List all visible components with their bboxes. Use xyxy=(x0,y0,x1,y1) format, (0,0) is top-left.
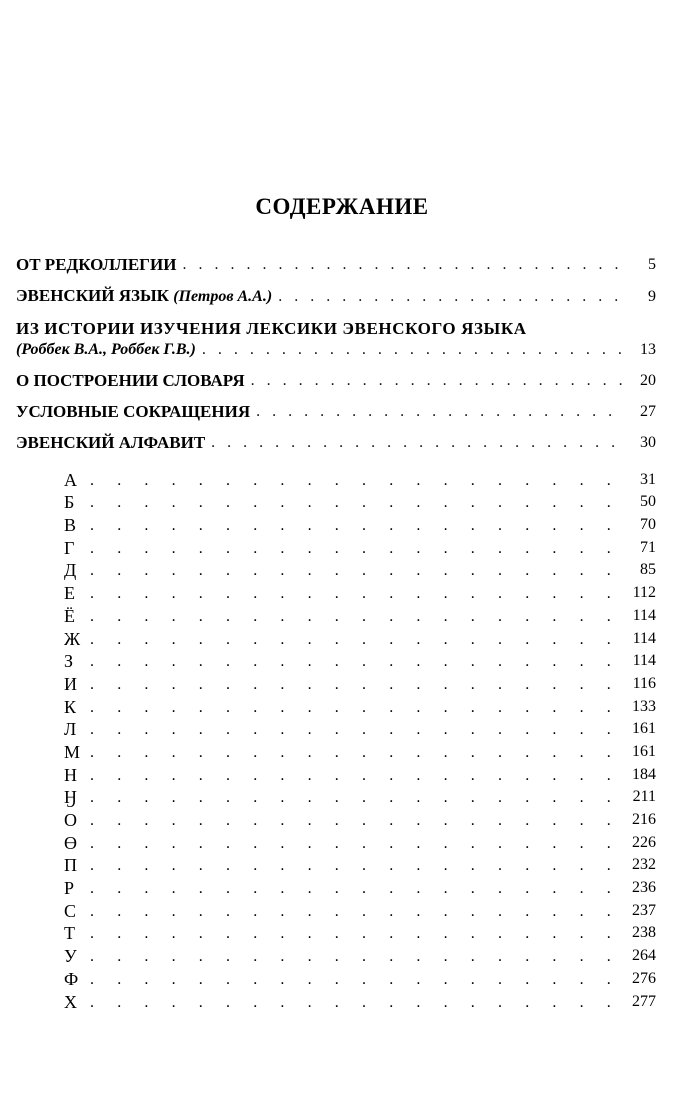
letter-row xyxy=(64,627,656,650)
toc-entry-label: ЭВЕНСКИЙ ЯЗЫК xyxy=(16,286,169,305)
dot-leader xyxy=(90,652,620,672)
dot-leader xyxy=(90,607,620,627)
letter-page: 276 xyxy=(632,969,656,987)
toc-entry-dictionary-structure xyxy=(16,371,656,391)
letter-page: 50 xyxy=(640,493,656,511)
dot-leader xyxy=(90,561,620,581)
letter-page: 112 xyxy=(632,584,656,602)
letter-row xyxy=(64,650,656,673)
page-title: СОДЕРЖАНИЕ xyxy=(255,194,429,219)
toc-entry-page: 20 xyxy=(640,372,656,389)
letter: А xyxy=(64,469,77,490)
dot-leader xyxy=(90,879,620,899)
letter-page: 216 xyxy=(632,811,656,828)
letter: Б xyxy=(64,492,75,513)
dot-leader xyxy=(90,698,620,718)
letter-page: 116 xyxy=(632,674,656,692)
dot-leader xyxy=(90,516,620,536)
letter-row xyxy=(64,808,656,831)
letter-page: 211 xyxy=(632,788,656,806)
dot-leader xyxy=(90,970,620,990)
letter: Л xyxy=(64,719,77,740)
toc-entry-history xyxy=(16,318,656,360)
toc-entry-author: (Роббек В.А., Роббек Г.В.) xyxy=(16,341,196,358)
letter-page: 237 xyxy=(632,901,656,919)
letter-page: 232 xyxy=(632,856,656,874)
dot-leader xyxy=(90,993,620,1013)
letter-page: 236 xyxy=(632,879,656,897)
dot-leader xyxy=(90,834,620,854)
letter-page: 238 xyxy=(632,924,656,942)
letter: Е xyxy=(64,583,75,604)
letter-page: 277 xyxy=(632,992,656,1010)
dot-leader xyxy=(90,811,620,831)
dot-leader xyxy=(90,493,620,513)
dot-leader xyxy=(256,402,624,422)
letter-row xyxy=(64,944,656,967)
dot-leader xyxy=(90,856,620,876)
dot-leader xyxy=(90,743,620,763)
letter-row xyxy=(64,536,656,559)
letter: Д xyxy=(64,560,77,581)
letter: Г xyxy=(64,537,75,558)
dot-leader xyxy=(211,433,624,453)
dot-leader xyxy=(90,539,620,559)
letter-row xyxy=(64,740,656,763)
letter-row xyxy=(64,831,656,854)
letter-page: 226 xyxy=(632,833,656,851)
dot-leader xyxy=(90,630,620,650)
dot-leader xyxy=(278,287,624,307)
letter-row xyxy=(64,672,656,695)
letter-page: 184 xyxy=(632,765,656,783)
letter: О xyxy=(64,810,77,830)
letter: З xyxy=(64,651,74,672)
toc-entry-label: ЭВЕНСКИЙ АЛФАВИТ xyxy=(16,433,206,452)
dot-leader xyxy=(90,766,620,786)
letter-row xyxy=(64,786,656,809)
letter-row xyxy=(64,695,656,718)
toc-entry-label: УСЛОВНЫЕ СОКРАЩЕНИЯ xyxy=(16,402,251,421)
toc-entry-page: 13 xyxy=(640,341,656,358)
letter-page: 71 xyxy=(640,538,656,556)
letter: И xyxy=(64,673,77,694)
letter: Ө xyxy=(64,832,77,853)
letter-page: 114 xyxy=(632,652,656,670)
letter-row xyxy=(64,854,656,877)
letter: Ж xyxy=(64,628,81,649)
dot-leader xyxy=(90,584,620,604)
letter-row xyxy=(64,491,656,514)
letter-row xyxy=(64,559,656,582)
dot-leader xyxy=(90,788,620,808)
letter-row xyxy=(64,718,656,741)
dot-leader xyxy=(251,371,624,391)
toc-entry-even-language xyxy=(16,286,656,307)
letter-page: 264 xyxy=(632,947,656,965)
letter-row xyxy=(64,581,656,604)
dot-leader xyxy=(90,675,620,695)
letter-row xyxy=(64,967,656,990)
letter-page: 161 xyxy=(632,720,656,738)
letter: П xyxy=(64,855,77,876)
letter-row xyxy=(64,990,656,1013)
toc-sections xyxy=(16,255,656,464)
letter: М xyxy=(64,741,81,762)
letter-row xyxy=(64,899,656,922)
letter: Ӈ xyxy=(64,787,77,808)
letter-row xyxy=(64,922,656,945)
toc-entry-page: 9 xyxy=(648,288,656,305)
letter-row xyxy=(64,876,656,899)
letter-page: 114 xyxy=(632,606,656,624)
toc-entry-label: ИЗ ИСТОРИИ ИЗУЧЕНИЯ ЛЕКСИКИ ЭВЕНСКОГО ЯЗЫКА xyxy=(16,319,527,338)
letter-row xyxy=(64,468,656,491)
dot-leader xyxy=(90,902,620,922)
toc-entry-alphabet xyxy=(16,433,656,453)
alphabet-letter-list xyxy=(64,468,656,1013)
letter-page: 133 xyxy=(632,697,656,715)
letter-page: 161 xyxy=(632,742,656,760)
toc-entry-label: ОТ РЕДКОЛЛЕГИИ xyxy=(16,255,177,274)
letter-row xyxy=(64,763,656,786)
dot-leader xyxy=(182,255,624,275)
letter-row xyxy=(64,604,656,627)
letter: У xyxy=(64,946,77,967)
letter: В xyxy=(64,515,77,536)
letter: Х xyxy=(64,991,77,1012)
letter: Р xyxy=(64,878,75,899)
letter-page: 70 xyxy=(640,516,656,534)
letter-page: 85 xyxy=(640,561,656,579)
toc-entry-page: 5 xyxy=(648,256,656,273)
toc-entry-label: О ПОСТРОЕНИИ СЛОВАРЯ xyxy=(16,371,245,390)
dot-leader xyxy=(202,340,624,360)
toc-entry-abbreviations xyxy=(16,402,656,422)
dot-leader xyxy=(90,471,620,491)
toc-entry-author: (Петров А.А.) xyxy=(173,288,273,305)
letter: К xyxy=(64,696,77,717)
letter: Н xyxy=(64,764,77,785)
toc-entry-page: 30 xyxy=(640,434,656,451)
letter-page: 31 xyxy=(640,470,656,488)
dot-leader xyxy=(90,947,620,967)
letter: Ё xyxy=(64,605,75,626)
toc-entry-editorial xyxy=(16,255,656,275)
dot-leader xyxy=(90,720,620,740)
letter: Т xyxy=(64,923,75,944)
letter: С xyxy=(64,900,77,921)
toc-entry-page: 27 xyxy=(640,403,656,420)
letter-row xyxy=(64,513,656,536)
dot-leader xyxy=(90,924,620,944)
letter-page: 114 xyxy=(632,629,656,647)
letter: Ф xyxy=(64,968,79,989)
